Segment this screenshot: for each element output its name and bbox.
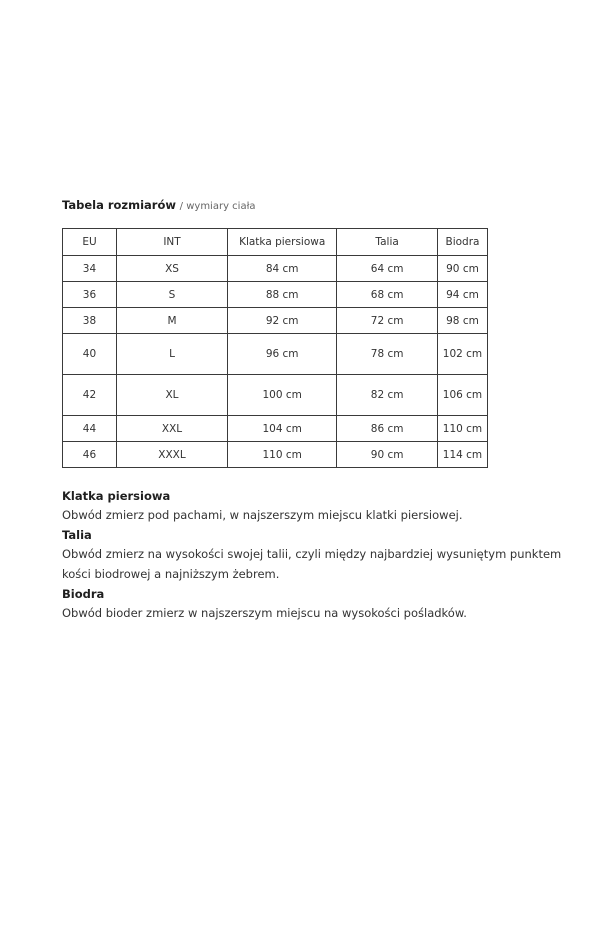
table-row xyxy=(63,334,488,375)
cell-eu: 44 xyxy=(63,416,117,442)
cell-chest: 100 cm xyxy=(228,375,337,416)
cell-waist: 68 cm xyxy=(337,282,438,308)
note-heading-chest: Klatka piersiowa xyxy=(62,489,171,503)
cell-eu: 34 xyxy=(63,256,117,282)
table-row xyxy=(63,416,488,442)
cell-chest: 104 cm xyxy=(228,416,337,442)
size-table-title-sub: / wymiary ciała xyxy=(179,201,256,212)
cell-hip: 102 cm xyxy=(437,334,487,375)
cell-int: XXXL xyxy=(116,442,227,468)
size-table-header-row xyxy=(63,229,488,256)
header-chest: Klatka piersiowa xyxy=(228,229,337,256)
cell-chest: 88 cm xyxy=(228,282,337,308)
cell-hip: 94 cm xyxy=(437,282,487,308)
cell-waist: 78 cm xyxy=(337,334,438,375)
cell-eu: 38 xyxy=(63,308,117,334)
cell-eu: 46 xyxy=(63,442,117,468)
header-waist: Talia xyxy=(337,229,438,256)
cell-int: L xyxy=(116,334,227,375)
measurement-notes xyxy=(62,488,562,625)
cell-int: XL xyxy=(116,375,227,416)
note-text-waist: Obwód zmierz na wysokości swojej talii, czyli między najbardziej wysuniętym punktem kości biodrowej a najniższym żebrem. xyxy=(62,547,562,581)
header-int: INT xyxy=(116,229,227,256)
cell-hip: 114 cm xyxy=(437,442,487,468)
cell-hip: 110 cm xyxy=(437,416,487,442)
size-table-title xyxy=(62,198,256,212)
size-table-title-main: Tabela rozmiarów xyxy=(62,198,177,212)
table-row xyxy=(63,256,488,282)
table-row xyxy=(63,375,488,416)
cell-eu: 42 xyxy=(63,375,117,416)
cell-waist: 64 cm xyxy=(337,256,438,282)
cell-hip: 98 cm xyxy=(437,308,487,334)
cell-int: S xyxy=(116,282,227,308)
cell-hip: 90 cm xyxy=(437,256,487,282)
table-row xyxy=(63,308,488,334)
note-text-hips: Obwód bioder zmierz w najszerszym miejscu na wysokości pośladków. xyxy=(62,606,467,620)
cell-chest: 92 cm xyxy=(228,308,337,334)
cell-chest: 96 cm xyxy=(228,334,337,375)
size-table xyxy=(62,228,488,468)
table-row xyxy=(63,282,488,308)
cell-waist: 90 cm xyxy=(337,442,438,468)
cell-waist: 86 cm xyxy=(337,416,438,442)
note-heading-waist: Talia xyxy=(62,528,92,542)
note-heading-hips: Biodra xyxy=(62,587,105,601)
cell-int: M xyxy=(116,308,227,334)
cell-eu: 36 xyxy=(63,282,117,308)
cell-chest: 110 cm xyxy=(228,442,337,468)
cell-eu: 40 xyxy=(63,334,117,375)
cell-waist: 72 cm xyxy=(337,308,438,334)
cell-hip: 106 cm xyxy=(437,375,487,416)
cell-waist: 82 cm xyxy=(337,375,438,416)
cell-chest: 84 cm xyxy=(228,256,337,282)
cell-int: XXL xyxy=(116,416,227,442)
header-hip: Biodra xyxy=(437,229,487,256)
table-row xyxy=(63,442,488,468)
header-eu: EU xyxy=(63,229,117,256)
note-text-chest: Obwód zmierz pod pachami, w najszerszym miejscu klatki piersiowej. xyxy=(62,508,463,522)
cell-int: XS xyxy=(116,256,227,282)
